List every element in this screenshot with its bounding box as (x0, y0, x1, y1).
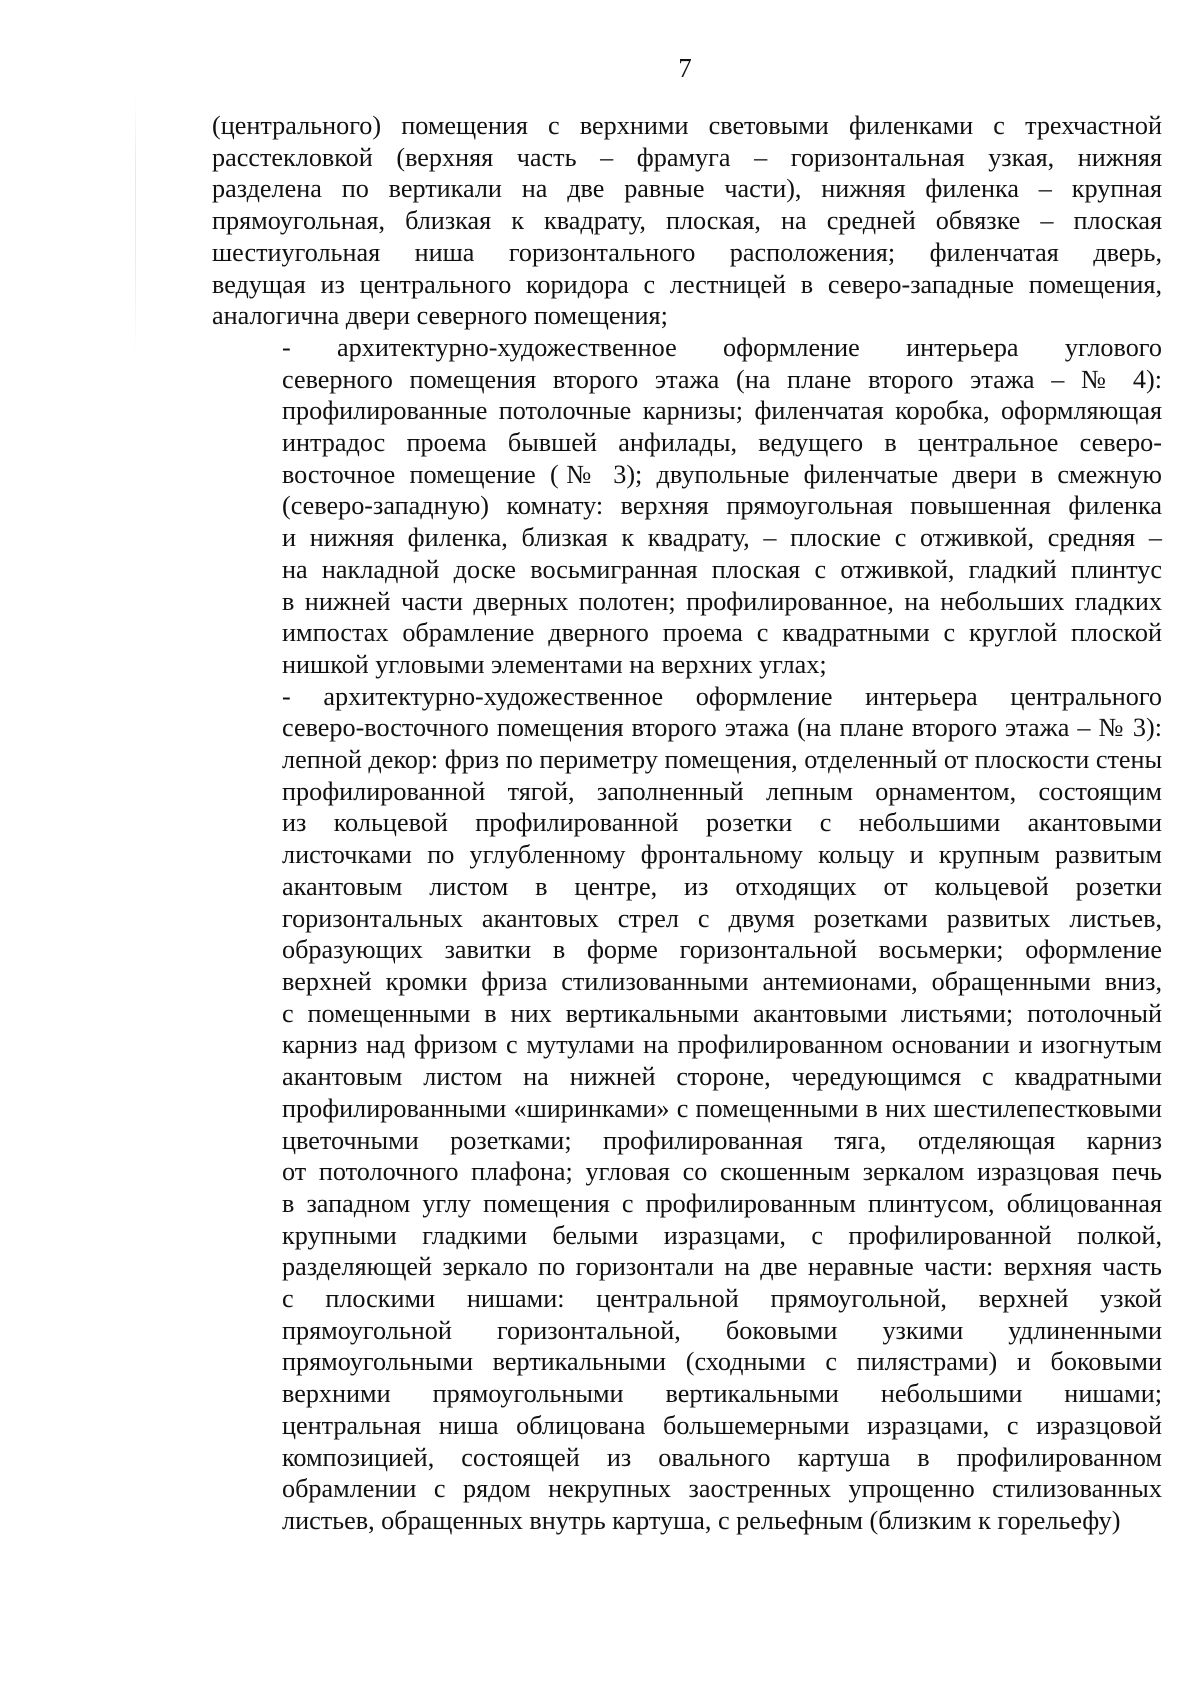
text-line: шестиугольная ниша горизонтального расположения; филенчатая дверь, (212, 237, 1162, 267)
text-line: восточное помещение (№ 3); двупольные филенчатые двери в смежную (282, 459, 1162, 489)
text-line: верхней кромки фриза стилизованными антемионами, обращенными вниз, (282, 966, 1162, 996)
text-line: образующих завитки в форме горизонтальной восьмерки; оформление (282, 935, 1162, 965)
text-line: крупными гладкими белыми изразцами, с профилированной полкой, (282, 1220, 1162, 1250)
text-line: прямоугольная, близкая к квадрату, плоская, на средней обвязке – плоская (212, 206, 1162, 236)
text-line: прямоугольными вертикальными (сходными с пилястрами) и боковыми (282, 1347, 1162, 1377)
text-line: разделяющей зеркало по горизонтали на две неравные части: верхняя часть (282, 1252, 1162, 1282)
text-line: (северо-западную) комнату: верхняя прямоугольная повышенная филенка (282, 491, 1162, 521)
text-line: цветочными розетками; профилированная тяга, отделяющая карниз (282, 1125, 1162, 1155)
text-line: - архитектурно-художественное оформление интерьера центрального (282, 681, 1162, 711)
text-line: на накладной доске восьмигранная плоская с отживкой, гладкий плинтус (282, 554, 1162, 584)
text-line: профилированными «ширинками» с помещенными в них шестилепестковыми (282, 1093, 1162, 1123)
text-line: с плоскими нишами: центральной прямоугольной, верхней узкой (282, 1284, 1162, 1314)
text-line: прямоугольной горизонтальной, боковыми узкими удлиненными (282, 1315, 1162, 1345)
text-line: расстекловкой (верхняя часть – фрамуга – горизонтальная узкая, нижняя (212, 142, 1162, 172)
paragraph-continuation (212, 110, 1162, 332)
text-line: обрамлении с рядом некрупных заостренных упрощенно стилизованных (282, 1474, 1162, 1504)
text-line: профилированной тягой, заполненный лепным орнаментом, состоящим (282, 776, 1162, 806)
text-line: листочками по углубленному фронтальному кольцу и крупным развитым (282, 840, 1162, 870)
text-line: - архитектурно-художественное оформление интерьера углового (282, 332, 1162, 362)
document-body (212, 110, 1162, 1537)
text-line: центральная ниша облицована большемерными изразцами, с изразцовой (282, 1410, 1162, 1440)
text-line: лепной декор: фриз по периметру помещения, отделенный от плоскости стены (282, 745, 1163, 775)
text-line: интрадос проема бывшей анфилады, ведущего в центральное северо- (282, 428, 1162, 458)
text-line: разделена по вертикали на две равные части), нижняя филенка – крупная (212, 174, 1162, 204)
text-line: верхними прямоугольными вертикальными небольшими нишами; (282, 1379, 1162, 1409)
text-line: и нижняя филенка, близкая к квадрату, – плоские с отживкой, средняя – (282, 523, 1162, 553)
text-line: нишкой угловыми элементами на верхних углах; (282, 649, 827, 679)
text-line: в западном углу помещения с профилированным плинтусом, облицованная (282, 1188, 1162, 1218)
text-line: листьев, обращенных внутрь картуша, с рельефным (близким к горельефу) (282, 1505, 1121, 1535)
text-line: профилированные потолочные карнизы; филенчатая коробка, оформляющая (282, 396, 1162, 426)
text-line: композицией, состоящей из овального картуша в профилированном (282, 1442, 1162, 1472)
text-line: из кольцевой профилированной розетки с небольшими акантовыми (282, 808, 1162, 838)
text-line: северного помещения второго этажа (на плане второго этажа – № 4): (282, 364, 1162, 394)
text-line: карниз над фризом с мутулами на профилированном основании и изогнутым (282, 1030, 1162, 1060)
text-line: ведущая из центрального коридора с лестницей в северо-западные помещения, (212, 269, 1162, 299)
text-line: аналогична двери северного помещения; (212, 301, 668, 331)
text-line: (центрального) помещения с верхними световыми филенками с трехчастной (212, 111, 1162, 140)
text-line: от потолочного плафона; угловая со скошенным зеркалом изразцовая печь (282, 1157, 1162, 1187)
paragraph-central-northeast-room (212, 681, 1162, 1537)
scan-artifact (135, 95, 136, 355)
text-line: с помещенными в них вертикальными акантовыми листьями; потолочный (282, 998, 1162, 1028)
text-line: в нижней части дверных полотен; профилированное, на небольших гладких (282, 586, 1162, 616)
text-line: северо-восточного помещения второго этажа (на плане второго этажа – № 3): (282, 713, 1162, 743)
page-number: 7 (678, 53, 692, 83)
text-line: акантовым листом в центре, из отходящих от кольцевой розетки (282, 871, 1162, 901)
text-line: импостах обрамление дверного проема с квадратными с круглой плоской (282, 618, 1162, 648)
text-line: акантовым листом на нижней стороне, чередующимся с квадратными (282, 1062, 1162, 1092)
paragraph-corner-north-room (212, 332, 1162, 681)
text-line: горизонтальных акантовых стрел с двумя розетками развитых листьев, (282, 903, 1162, 933)
